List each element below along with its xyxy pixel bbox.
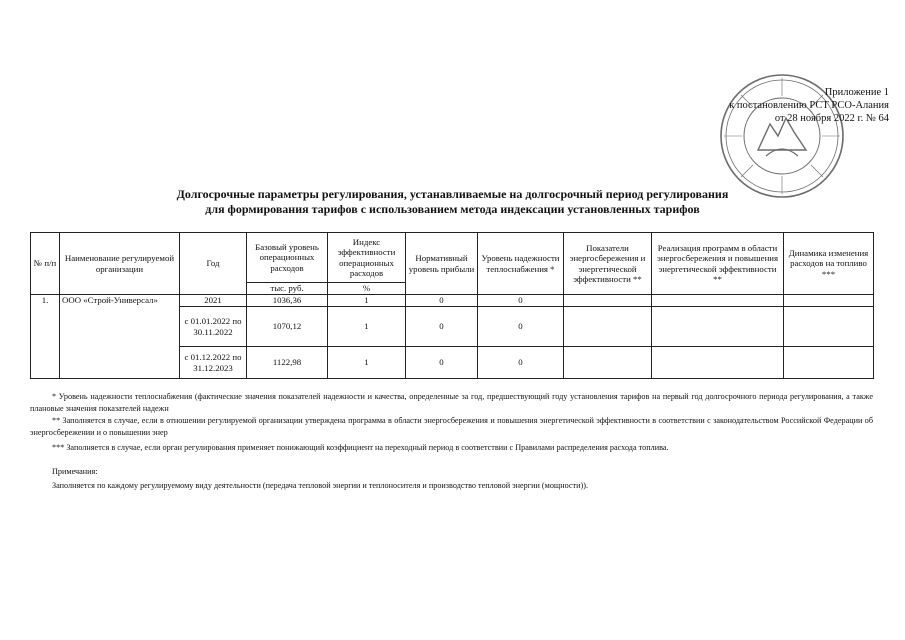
- cell-profit: 0: [406, 347, 478, 379]
- header-base: Базовый уровень операционных расходов: [247, 233, 328, 283]
- header-reliability: Уровень надежности теплоснабжения *: [478, 233, 564, 295]
- cell-index: 1: [328, 307, 406, 347]
- title-line-2: для формирования тарифов с использованием метода индексации установленных тарифов: [205, 202, 700, 216]
- cell-base: 1036,36: [247, 295, 328, 307]
- cell-fuel: [784, 295, 874, 307]
- header-fuel: Динамика изменения расходов на топливо ***: [784, 233, 874, 295]
- table-header-row: [31, 233, 874, 283]
- cell-base: 1122,98: [247, 347, 328, 379]
- footnote-3: *** Заполняется в случае, если орган регулирования применяет понижающий коэффициент на переходный период в соответствии с Правилами распределения расхода топлива.: [52, 443, 669, 452]
- cell-year: с 01.01.2022 по 30.11.2022: [180, 307, 247, 347]
- header-index: Индекс эффективности операционных расходов: [328, 233, 406, 283]
- remark-text: Заполняется по каждому регулируемому виду деятельности (передача тепловой энергии и теплоносителя и производство тепловой энергии (мощности)).: [52, 481, 589, 490]
- cell-profit: 0: [406, 307, 478, 347]
- header-profit: Нормативный уровень прибыли: [406, 233, 478, 295]
- cell-reliability: 0: [478, 347, 564, 379]
- header-programs: Реализация программ в области энергосбережения и повышения энергетической эффективности **: [652, 233, 784, 295]
- cell-reliability: 0: [478, 307, 564, 347]
- parameters-table: [30, 232, 874, 379]
- cell-org: ООО «Строй-Универсал»: [60, 295, 180, 379]
- cell-energy: [564, 307, 652, 347]
- unit-index: %: [328, 283, 406, 295]
- cell-fuel: [784, 347, 874, 379]
- cell-base: 1070,12: [247, 307, 328, 347]
- header-org: Наименование регулируемой организации: [60, 233, 180, 295]
- cell-programs: [652, 307, 784, 347]
- cell-reliability: 0: [478, 295, 564, 307]
- document-title: [0, 187, 905, 217]
- cell-index: 1: [328, 347, 406, 379]
- remark-label: Примечания:: [52, 467, 98, 476]
- header-year: Год: [180, 233, 247, 295]
- cell-programs: [652, 347, 784, 379]
- header-energy: Показатели энергосбережения и энергетической эффективности **: [564, 233, 652, 295]
- title-line-1: Долгосрочные параметры регулирования, устанавливаемые на долгосрочный период регулирования: [176, 187, 729, 201]
- cell-programs: [652, 295, 784, 307]
- annex-reference: [729, 86, 889, 125]
- table-row: [31, 295, 874, 307]
- cell-fuel: [784, 307, 874, 347]
- cell-profit: 0: [406, 295, 478, 307]
- cell-num: 1.: [31, 295, 60, 379]
- footnote-1: * Уровень надежности теплоснабжения (фактические значения показателей надежности и качества, определенные за год, предшествующий году установления тарифов на первый год долгосрочного периода регулирования, а также плановые значения показателей надежн: [30, 392, 873, 413]
- footnote-2: ** Заполняется в случае, если в отношении регулируемой организации утверждена программа в области энергосбережения и повышения энергетической эффективности в соответствии с законодательством Российской Федерации об энергосбережении и о повышении энер: [30, 416, 873, 437]
- unit-base: тыс. руб.: [247, 283, 328, 295]
- cell-energy: [564, 347, 652, 379]
- cell-index: 1: [328, 295, 406, 307]
- cell-year: 2021: [180, 295, 247, 307]
- annex-line-3: от 28 ноября 2022 г. № 64: [774, 113, 889, 124]
- cell-year: с 01.12.2022 по 31.12.2023: [180, 347, 247, 379]
- cell-energy: [564, 295, 652, 307]
- annex-line-1: Приложение 1: [824, 87, 889, 98]
- header-num: № п/п: [31, 233, 60, 295]
- annex-line-2: к постановлению РСТ РСО-Алания: [729, 100, 889, 111]
